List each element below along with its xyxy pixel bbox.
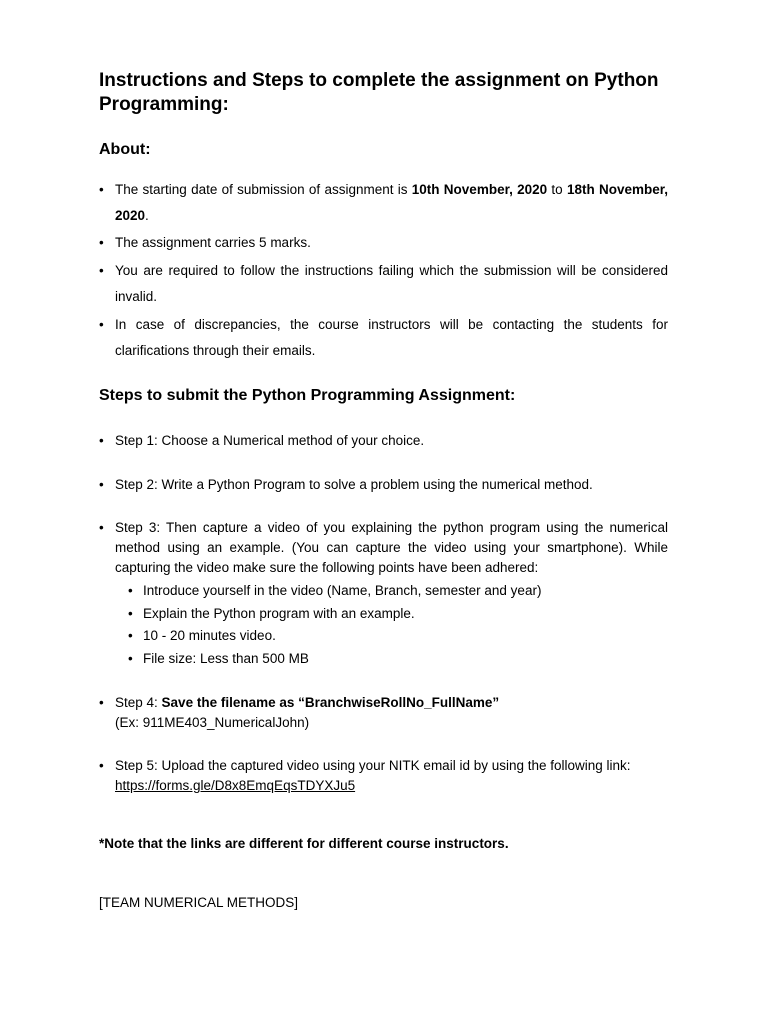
bullet-icon: •	[128, 651, 133, 666]
bullet-icon: •	[99, 758, 104, 773]
step-3-text: Step 3: Then capture a video of you explaining the python program using the numerical method using an example. (You can capture the video using your smartphone). While capturing the video make sure the following points have been adhered:	[115, 520, 668, 575]
step-3-point-text: Explain the Python program with an example.	[143, 606, 415, 621]
bullet-icon: •	[99, 263, 104, 278]
bullet-icon: •	[128, 606, 133, 621]
bullet-icon: •	[128, 628, 133, 643]
filename-format: Save the filename as “BranchwiseRollNo_FullName”	[161, 695, 500, 710]
step-5-text: Step 5: Upload the captured video using your NITK email id by using the following link:	[115, 758, 631, 773]
bullet-icon: •	[99, 520, 104, 535]
step-2-text: Step 2: Write a Python Program to solve a problem using the numerical method.	[115, 477, 593, 492]
step-4-prefix: Step 4:	[115, 695, 162, 710]
bullet-icon: •	[99, 695, 104, 710]
bullet-icon: •	[99, 477, 104, 492]
step-3-point-text: Introduce yourself in the video (Name, Branch, semester and year)	[143, 583, 542, 598]
document-title: Instructions and Steps to complete the assignment on Python Programming:	[99, 70, 659, 115]
step-1-text: Step 1: Choose a Numerical method of your choice.	[115, 433, 425, 448]
about-item-marks-text: The assignment carries 5 marks.	[115, 235, 311, 250]
start-date: 10th November, 2020	[411, 182, 548, 197]
bullet-icon: •	[99, 235, 104, 250]
about-item-dates-pre: The starting date of submission of assignment is	[115, 182, 412, 197]
about-heading: About:	[99, 141, 151, 158]
steps-heading: Steps to submit the Python Programming Assignment:	[99, 387, 516, 404]
end-date: 18th November, 2020	[115, 182, 668, 223]
upload-form-link[interactable]: https://forms.gle/D8x8EmqEqsTDYXJu5	[115, 778, 356, 793]
about-item-dates-post: .	[145, 208, 149, 223]
bullet-icon: •	[128, 583, 133, 598]
note-text: *Note that the links are different for different course instructors.	[99, 836, 509, 851]
about-item-dates-mid: to	[547, 182, 567, 197]
bullet-icon: •	[99, 317, 104, 332]
bullet-icon: •	[99, 182, 104, 197]
about-item-instructions-text: You are required to follow the instructions failing which the submission will be considered invalid.	[115, 263, 668, 304]
team-signature: [TEAM NUMERICAL METHODS]	[99, 895, 299, 910]
step-3-point-text: 10 - 20 minutes video.	[143, 628, 276, 643]
about-item-discrepancies-text: In case of discrepancies, the course instructors will be contacting the students for clarifications through their emails.	[115, 317, 668, 358]
step-3-point-text: File size: Less than 500 MB	[143, 651, 309, 666]
bullet-icon: •	[99, 433, 104, 448]
filename-example: (Ex: 911ME403_NumericalJohn)	[115, 715, 310, 730]
